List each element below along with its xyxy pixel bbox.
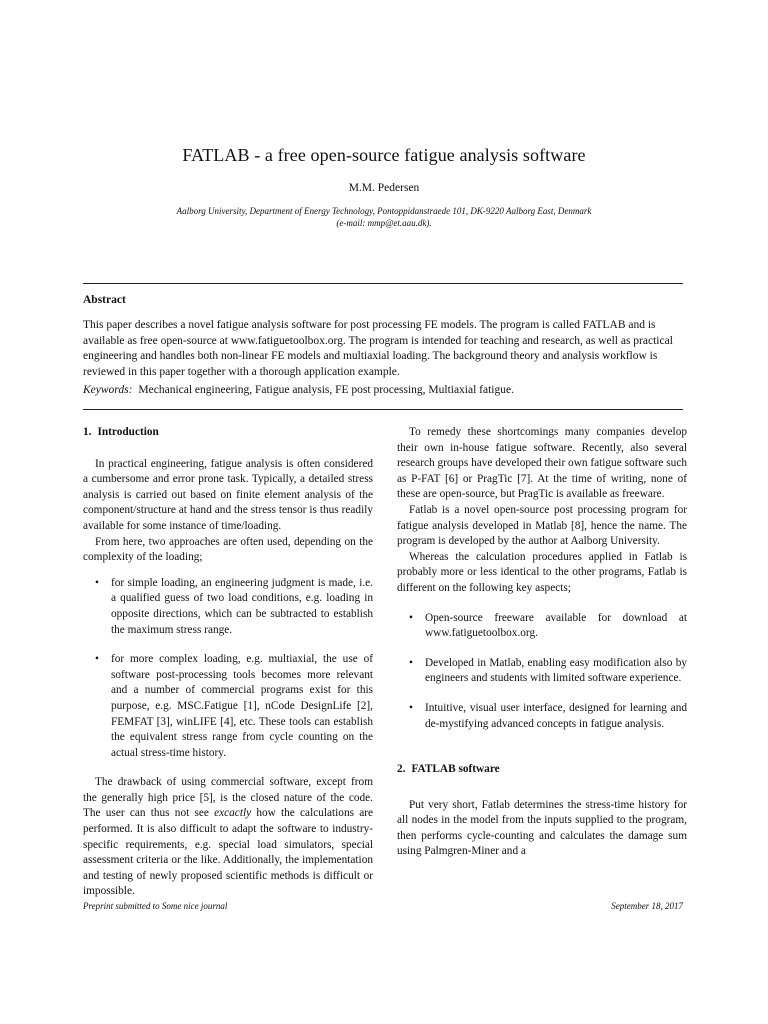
keywords-text: Mechanical engineering, Fatigue analysis, FE post processing, Multiaxial fatigue. (138, 384, 514, 396)
right-column (397, 425, 687, 860)
list-item-text: Open-source freeware available for download at www.fatiguetoolbox.org. (425, 611, 687, 640)
paper-title: FATLAB - a free open-source fatigue analysis software (182, 145, 586, 165)
paragraph-text: The drawback of using commercial software, except from the generally high price [5], is the closed nature of the code. The user can thus not see (83, 776, 373, 820)
affiliation-email: (e-mail: mmp@et.aau.dk). (336, 217, 432, 228)
section-number: 2. (397, 763, 406, 776)
paragraph: Put very short, Fatlab determines the stress-time history for all nodes in the model from the inputs supplied to the program, then performs cycle-counting and calculates the damage sum using Palmgren-Miner and a (397, 798, 687, 858)
footer-date: September 18, 2017 (611, 901, 683, 911)
author-affiliation (0, 206, 768, 229)
keywords-label: Keywords: (83, 384, 133, 396)
paragraph: In practical engineering, fatigue analysis is often considered a cumbersome and error prone task. Typically, a detailed stress analysis is carried out based on finite element analysis of the component/structure at hand and the stress tensor is thus readily available for some instance of time/loading. (83, 457, 373, 532)
section-number: 1. (83, 426, 92, 438)
section-title: FATLAB software (411, 763, 500, 776)
list-item-text: Intuitive, visual user interface, designed for learning and de-mystifying advanced concepts in fatigue analysis. (425, 701, 687, 730)
section-heading-introduction (83, 425, 373, 441)
paragraph (83, 775, 373, 900)
author-name: M.M. Pedersen (348, 182, 420, 194)
list-item (409, 611, 687, 642)
list-item-text: Developed in Matlab, enabling easy modification also by engineers and students with limited software experience. (425, 656, 687, 685)
keywords (83, 383, 685, 398)
bullet-list (83, 576, 373, 762)
bullet-list (397, 611, 687, 733)
left-column (83, 425, 373, 900)
abstract-bottom-rule (83, 409, 683, 410)
paragraph: Whereas the calculation procedures applied in Fatlab is probably more or less identical to the other programs, Fatlab is different on the following key aspects; (397, 550, 687, 594)
abstract-text: This paper describes a novel fatigue analysis software for post processing FE models. The program is called FATLAB and is available as free open-source at www.fatiguetoolbox.org. The program is intended for teaching and research, as well as practical engineering and handles both non-linear FE models and multiaxial loading. The background theory and analysis workflow is reviewed in this paper together with a thorough application example. (83, 319, 673, 378)
list-item (95, 652, 373, 761)
list-item-text: for simple loading, an engineering judgment is made, i.e. a qualified guess of two load conditions, e.g. loading in opposite directions, which can be subtracted to establish the maximum stress range. (111, 576, 373, 636)
spacer (397, 746, 687, 762)
bullet-icon: • (95, 653, 99, 666)
footer-preprint-note: Preprint submitted to Some nice journal (83, 901, 228, 911)
section-heading-fatlab-software (397, 762, 687, 778)
paragraph: Fatlab is a novel open-source post processing program for fatigue analysis developed in Matlab [8], hence the name. The program is developed by the author at Aalborg University. (397, 503, 687, 548)
list-item (409, 656, 687, 687)
section-title: Introduction (97, 426, 159, 438)
affiliation-line: Aalborg University, Department of Energy Technology, Pontoppidanstraede 101, DK-9220 Aalborg East, Denmark (176, 206, 592, 216)
bullet-icon: • (409, 656, 413, 669)
abstract-heading: Abstract (83, 294, 126, 306)
abstract-top-rule (83, 283, 683, 284)
bullet-icon: • (409, 611, 413, 624)
list-item (95, 576, 373, 638)
paragraph-text: how the calculations are performed. It is also difficult to adapt the software to industry-specific requirements, e.g. special load simulators, special assessment criteria or the like. Additionally, the implementation and testing of newly proposed scientific methods is difficult or impossible. (83, 807, 374, 898)
bullet-icon: • (95, 576, 99, 589)
list-item (409, 701, 687, 732)
list-item-text: for more complex loading, e.g. multiaxial, the use of software post-processing tools becomes more relevant and a number of commercial programs exist for this purpose, e.g. MSC.Fatigue [1], nCode DesignLife [2], FEMFAT [3], winLIFE [4], etc. These tools can establish the equivalent stress range from cycle counting on the actual stress-time history. (111, 653, 373, 759)
paragraph: From here, two approaches are often used, depending on the complexity of the loading; (83, 535, 373, 564)
paragraph: To remedy these shortcomings many companies develop their own in-house fatigue software. Recently, also several research groups have developed their own fatigue software such as P-FAT [6] or PragTic [7]. At the time of writing, none of these are open-source, but PragTic is available as freeware. (397, 426, 687, 501)
emphasis-text: excactly (214, 807, 252, 820)
bullet-icon: • (409, 701, 413, 714)
